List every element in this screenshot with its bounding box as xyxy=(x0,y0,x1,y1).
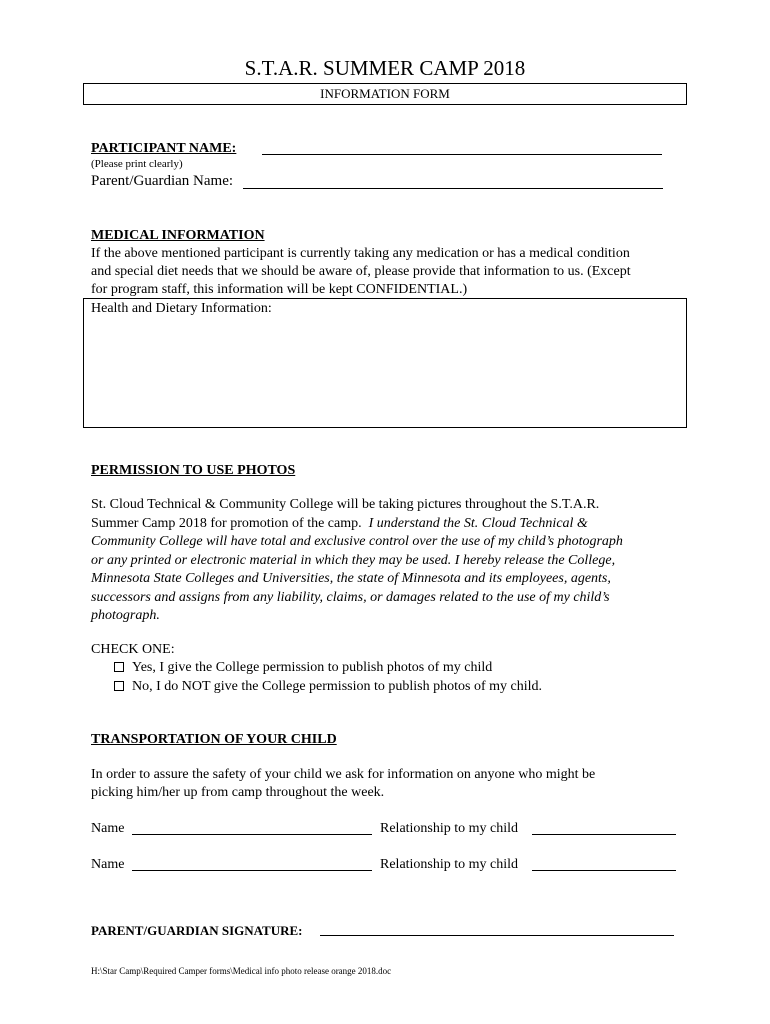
relationship-label-2: Relationship to my child xyxy=(380,857,519,872)
option-yes-label: Yes, I give the College permission to publish photos of my child xyxy=(132,660,493,675)
transport-line: In order to assure the safety of your child we ask for information on anyone who might be xyxy=(91,767,596,782)
medical-line: for program staff, this information will be kept CONFIDENTIAL.) xyxy=(91,282,468,297)
photos-line xyxy=(91,515,691,534)
participant-name-row xyxy=(91,141,236,157)
photos-italic-line: or any printed or electronic material in which they may be used. I hereby release the College, xyxy=(91,552,616,568)
relationship-field-2[interactable] xyxy=(532,870,676,871)
form-subtitle: INFORMATION FORM xyxy=(320,86,450,101)
medical-heading: MEDICAL INFORMATION xyxy=(91,228,265,243)
medical-line: and special diet needs that we should be aware of, please provide that information to us. (Except xyxy=(91,264,631,279)
parent-name-label: Parent/Guardian Name: xyxy=(91,173,234,189)
health-dietary-box[interactable] xyxy=(83,298,687,428)
print-clearly-note: (Please print clearly) xyxy=(91,158,183,170)
participant-name-label: PARTICIPANT NAME: xyxy=(91,141,237,156)
page-title: S.T.A.R. SUMMER CAMP 2018 xyxy=(244,56,526,80)
signature-field[interactable] xyxy=(320,935,674,936)
pickup-name-label-1: Name xyxy=(91,821,125,836)
pickup-name-field-1[interactable] xyxy=(132,834,372,835)
parent-name-field[interactable] xyxy=(243,188,663,189)
photos-line-text: Summer Camp 2018 for promotion of the camp. xyxy=(91,515,362,531)
health-dietary-label: Health and Dietary Information: xyxy=(91,301,272,316)
participant-name-field[interactable] xyxy=(262,154,662,155)
photos-line: St. Cloud Technical & Community College will be taking pictures throughout the S.T.A.R. xyxy=(91,497,600,512)
yes-checkbox[interactable] xyxy=(114,662,124,672)
option-yes[interactable] xyxy=(114,659,492,677)
option-no-label: No, I do NOT give the College permission to publish photos of my child. xyxy=(132,679,542,694)
no-checkbox[interactable] xyxy=(114,681,124,691)
signature-label: PARENT/GUARDIAN SIGNATURE: xyxy=(91,923,303,938)
option-no[interactable] xyxy=(114,678,542,696)
pickup-name-field-2[interactable] xyxy=(132,870,372,871)
relationship-field-1[interactable] xyxy=(532,834,676,835)
photos-italic-block xyxy=(91,533,691,626)
photos-heading: PERMISSION TO USE PHOTOS xyxy=(91,463,296,478)
check-one-label: CHECK ONE: xyxy=(91,642,175,657)
photos-italic-line: photograph. xyxy=(91,608,160,623)
photos-italic-line: Community College will have total and exclusive control over the use of my child’s photograph xyxy=(91,534,623,549)
transport-line: picking him/her up from camp throughout the week. xyxy=(91,785,385,800)
transport-heading: TRANSPORTATION OF YOUR CHILD xyxy=(91,732,337,747)
medical-description xyxy=(91,245,691,299)
form-subtitle-box xyxy=(83,83,687,105)
photos-italic-line: Minnesota State Colleges and Universities, the state of Minnesota and its employees, agents, xyxy=(91,571,611,586)
photos-paragraph xyxy=(91,496,691,626)
photos-line-italic: I understand the St. Cloud Technical & xyxy=(368,515,588,531)
photos-italic-line: successors and assigns from any liability, claims, or damages related to the use of my child’s xyxy=(91,589,610,605)
relationship-label-1: Relationship to my child xyxy=(380,821,519,836)
medical-line: If the above mentioned participant is currently taking any medication or has a medical condition xyxy=(91,246,630,261)
pickup-name-label-2: Name xyxy=(91,857,125,872)
file-path-footer: H:\Star Camp\Required Camper forms\Medical info photo release orange 2018.doc xyxy=(91,966,392,976)
transport-description xyxy=(91,766,691,802)
